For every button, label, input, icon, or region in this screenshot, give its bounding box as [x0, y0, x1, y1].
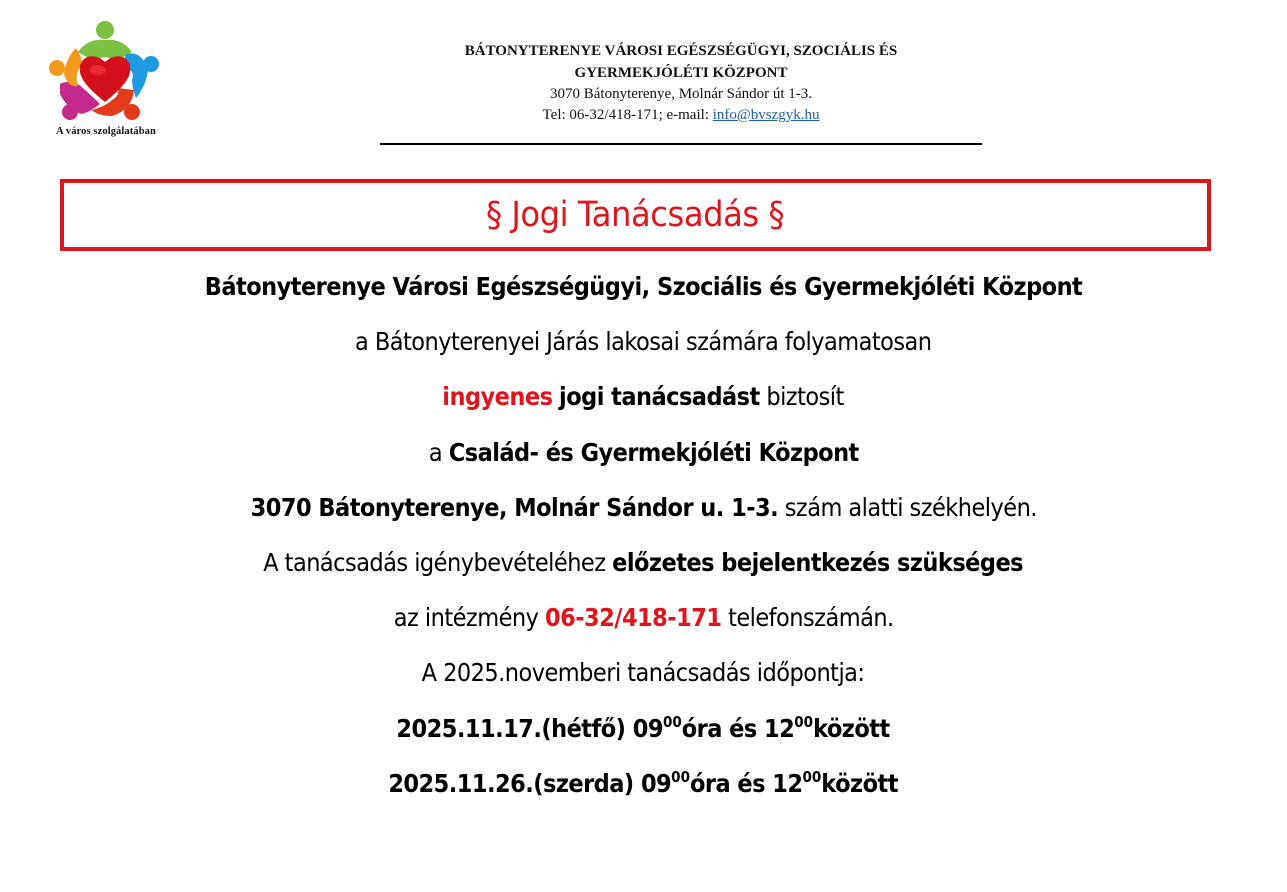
contact-prefix: Tel: 06-32/418-171; e-mail: — [542, 107, 713, 123]
title-box — [60, 179, 1211, 251]
article-text: a — [428, 437, 442, 467]
free-highlight: ingyenes — [442, 382, 553, 412]
start-minutes: 00 — [663, 712, 683, 731]
body-line-7 — [0, 596, 1287, 651]
start-minutes: 00 — [671, 767, 691, 786]
announcement-body — [0, 265, 1287, 817]
organization-header — [380, 40, 982, 126]
body-line-5 — [0, 486, 1287, 541]
org-contact — [380, 105, 982, 126]
schedule-suffix: között — [821, 768, 899, 798]
schedule-item-1 — [0, 707, 1287, 762]
start-hour: 09 — [641, 768, 672, 798]
schedule-mid: óra és — [690, 768, 766, 798]
schedule-date: 2025.11.26.(szerda) — [388, 768, 635, 798]
end-minutes: 00 — [802, 767, 822, 786]
end-minutes: 00 — [794, 712, 814, 731]
service-name: jogi tanácsadást — [559, 382, 761, 412]
audience-text: a Bátonyterenyei Járás lakosai számára folyamatosan — [355, 327, 932, 357]
organization-logo — [36, 18, 176, 143]
body-line-8 — [0, 651, 1287, 706]
location-address: 3070 Bátonyterenye, Molnár Sándor u. 1-3. — [250, 492, 778, 522]
center-name: Család- és Gyermekjóléti Központ — [448, 437, 859, 467]
registration-required: előzetes bejelentkezés szükséges — [612, 547, 1024, 577]
schedule-mid: óra és — [682, 713, 758, 743]
org-name-line-2: GYERMEKJÓLÉTI KÖZPONT — [574, 65, 788, 81]
org-address: 3070 Bátonyterenye, Molnár Sándor út 1-3. — [549, 86, 813, 102]
registration-intro: A tanácsadás igénybevételéhez — [263, 547, 606, 577]
org-name-line-1: BÁTONYTERENYE VÁROSI EGÉSZSÉGÜGYI, SZOCIÁLIS ÉS — [464, 43, 898, 59]
schedule-item-2 — [0, 762, 1287, 817]
page-title: § Jogi Tanácsadás § — [486, 195, 785, 235]
end-hour: 12 — [764, 713, 795, 743]
location-suffix: szám alatti székhelyén. — [784, 492, 1037, 522]
body-line-4 — [0, 431, 1287, 486]
body-line-1 — [0, 265, 1287, 320]
phone-number: 06-32/418-171 — [544, 603, 722, 633]
body-line-2 — [0, 320, 1287, 375]
email-link[interactable]: info@bvszgyk.hu — [712, 107, 820, 123]
schedule-suffix: között — [813, 713, 891, 743]
schedule-date: 2025.11.17.(hétfő) — [396, 713, 626, 743]
body-line-3 — [0, 375, 1287, 430]
start-hour: 09 — [633, 713, 664, 743]
provides-text: biztosít — [766, 382, 845, 412]
phone-intro: az intézmény — [393, 603, 539, 633]
phone-suffix: telefonszámán. — [727, 603, 894, 633]
end-hour: 12 — [772, 768, 803, 798]
logo-caption: A város szolgálatában — [56, 126, 156, 137]
body-line-6 — [0, 541, 1287, 596]
organization-full-name: Bátonyterenye Városi Egészségügyi, Szociális és Gyermekjóléti Központ — [204, 272, 1083, 301]
community-heart-logo-icon — [48, 18, 160, 126]
schedule-heading: A 2025.novemberi tanácsadás időpontja: — [422, 658, 865, 688]
header-divider — [380, 143, 982, 145]
